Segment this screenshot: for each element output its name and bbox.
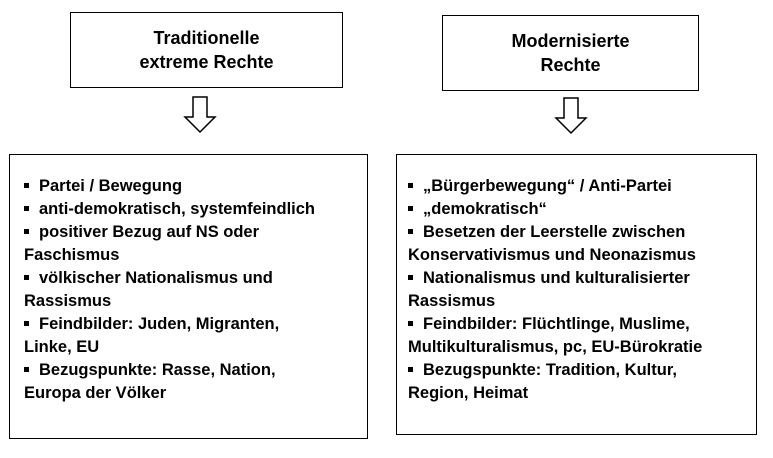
square-bullet-icon <box>24 321 29 326</box>
right-characteristics-list <box>408 175 754 405</box>
left-item-6-text-cont: Europa der Völker <box>24 384 167 402</box>
right-header-title-line1: Modernisierte <box>511 31 630 51</box>
right-item-6-text: Bezugspunkte: Tradition, Kultur, <box>423 361 677 379</box>
right-item-4-text: Nationalismus und kulturalisierter <box>423 269 690 287</box>
right-item-4 <box>408 267 754 313</box>
square-bullet-icon <box>408 206 413 211</box>
right-item-2-text: „demokratisch“ <box>423 200 547 218</box>
right-item-6-text-cont: Region, Heimat <box>408 384 529 402</box>
square-bullet-icon <box>24 367 29 372</box>
left-item-1 <box>24 175 363 198</box>
left-characteristics-box <box>9 154 368 439</box>
left-item-2-text: anti-demokratisch, systemfeindlich <box>39 200 315 218</box>
square-bullet-icon <box>24 229 29 234</box>
right-item-5-text-cont: Multikulturalismus, pc, EU-Bürokratie <box>408 338 703 356</box>
square-bullet-icon <box>408 321 413 326</box>
left-item-5-text-cont: Linke, EU <box>24 338 100 356</box>
right-item-4-text-cont: Rassismus <box>408 292 496 310</box>
right-header-box <box>442 15 699 91</box>
right-item-3-text-cont: Konservativismus und Neonazismus <box>408 246 696 264</box>
left-header-box <box>70 12 343 88</box>
left-item-2 <box>24 198 363 221</box>
left-characteristics-list <box>24 175 363 405</box>
left-header-title-line2: extreme Rechte <box>139 52 274 72</box>
square-bullet-icon <box>24 183 29 188</box>
left-item-5-text: Feindbilder: Juden, Migranten, <box>39 315 280 333</box>
right-item-3 <box>408 221 754 267</box>
right-header-title <box>511 29 629 77</box>
left-item-3-text-cont: Faschismus <box>24 246 120 264</box>
square-bullet-icon <box>408 367 413 372</box>
left-item-6-text: Bezugspunkte: Rasse, Nation, <box>39 361 276 379</box>
left-item-4-text-cont: Rassismus <box>24 292 112 310</box>
right-item-3-text: Besetzen der Leerstelle zwischen <box>423 223 686 241</box>
left-item-6 <box>24 359 363 405</box>
left-down-arrow-icon <box>183 96 217 134</box>
left-header-title <box>139 26 273 74</box>
right-characteristics-box <box>396 154 757 435</box>
right-header-title-line2: Rechte <box>540 55 601 75</box>
right-down-arrow-icon <box>554 97 588 135</box>
left-item-3-text: positiver Bezug auf NS oder <box>39 223 260 241</box>
left-item-1-text: Partei / Bewegung <box>39 177 183 195</box>
left-item-4-text: völkischer Nationalismus und <box>39 269 273 287</box>
square-bullet-icon <box>24 275 29 280</box>
right-item-6 <box>408 359 754 405</box>
right-item-5 <box>408 313 754 359</box>
square-bullet-icon <box>24 206 29 211</box>
square-bullet-icon <box>408 275 413 280</box>
right-item-1-text: „Bürgerbewegung“ / Anti-Partei <box>423 177 672 195</box>
square-bullet-icon <box>408 229 413 234</box>
left-item-4 <box>24 267 363 313</box>
left-item-3 <box>24 221 363 267</box>
left-header-title-line1: Traditionelle <box>153 28 260 48</box>
right-item-2 <box>408 198 754 221</box>
right-item-5-text: Feindbilder: Flüchtlinge, Muslime, <box>423 315 690 333</box>
left-item-5 <box>24 313 363 359</box>
right-item-1 <box>408 175 754 198</box>
square-bullet-icon <box>408 183 413 188</box>
